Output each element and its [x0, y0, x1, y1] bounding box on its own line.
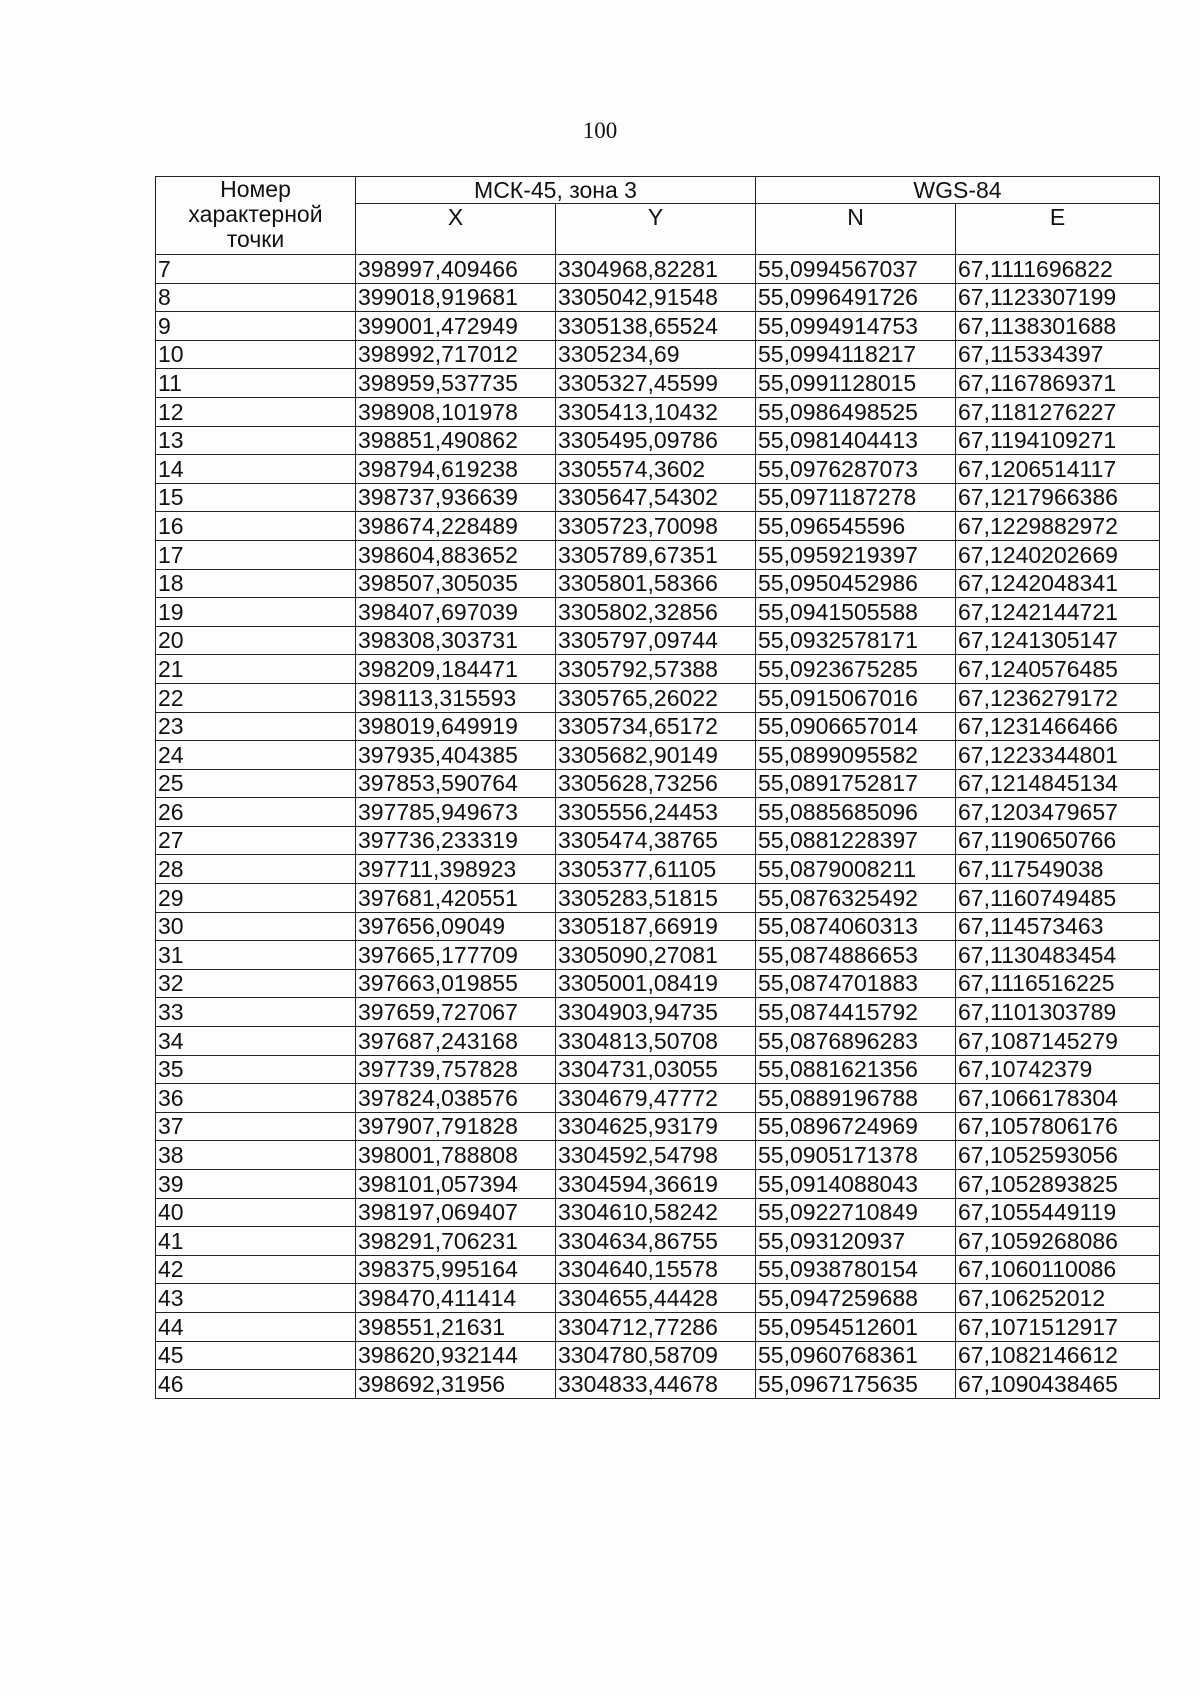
n-cell: 55,0938780154 — [756, 1255, 956, 1284]
point-number-cell: 23 — [156, 712, 356, 741]
point-number-header: Номер характерной точки — [156, 177, 356, 255]
e-cell: 67,10742379 — [956, 1055, 1160, 1084]
x-cell: 398692,31956 — [356, 1370, 556, 1399]
n-cell: 55,0874886653 — [756, 941, 956, 970]
n-cell: 55,0891752817 — [756, 769, 956, 798]
x-cell: 397736,233319 — [356, 826, 556, 855]
table-row — [156, 255, 1160, 284]
n-cell: 55,0874415792 — [756, 998, 956, 1027]
x-cell: 397687,243168 — [356, 1027, 556, 1056]
e-cell: 67,1167869371 — [956, 369, 1160, 398]
point-number-cell: 19 — [156, 598, 356, 627]
x-cell: 397659,727067 — [356, 998, 556, 1027]
y-cell: 3305789,67351 — [556, 540, 756, 569]
x-cell: 397824,038576 — [356, 1084, 556, 1113]
y-cell: 3304731,03055 — [556, 1055, 756, 1084]
e-cell: 67,115334397 — [956, 340, 1160, 369]
point-number-cell: 44 — [156, 1312, 356, 1341]
point-number-cell: 10 — [156, 340, 356, 369]
x-cell: 397785,949673 — [356, 798, 556, 827]
x-cell: 397739,757828 — [356, 1055, 556, 1084]
y-cell: 3305327,45599 — [556, 369, 756, 398]
x-cell: 398908,101978 — [356, 397, 556, 426]
table-row — [156, 626, 1160, 655]
e-cell: 67,1214845134 — [956, 769, 1160, 798]
table-row — [156, 455, 1160, 484]
n-cell: 55,0950452986 — [756, 569, 956, 598]
x-header: X — [356, 204, 556, 255]
table-row — [156, 312, 1160, 341]
n-cell: 55,0881228397 — [756, 826, 956, 855]
wgs-84-header: WGS-84 — [756, 177, 1160, 204]
n-cell: 55,0932578171 — [756, 626, 956, 655]
point-number-cell: 12 — [156, 397, 356, 426]
y-cell: 3305042,91548 — [556, 283, 756, 312]
n-cell: 55,0941505588 — [756, 598, 956, 627]
y-cell: 3304833,44678 — [556, 1370, 756, 1399]
y-cell: 3305574,3602 — [556, 455, 756, 484]
table-row — [156, 1312, 1160, 1341]
y-cell: 3304712,77286 — [556, 1312, 756, 1341]
n-cell: 55,0881621356 — [756, 1055, 956, 1084]
y-cell: 3304634,86755 — [556, 1227, 756, 1256]
y-cell: 3305283,51815 — [556, 884, 756, 913]
y-cell: 3304640,15578 — [556, 1255, 756, 1284]
e-cell: 67,1111696822 — [956, 255, 1160, 284]
point-number-cell: 30 — [156, 912, 356, 941]
e-cell: 67,1087145279 — [956, 1027, 1160, 1056]
x-cell: 399001,472949 — [356, 312, 556, 341]
n-cell: 55,0960768361 — [756, 1341, 956, 1370]
n-cell: 55,0876896283 — [756, 1027, 956, 1056]
e-cell: 67,1090438465 — [956, 1370, 1160, 1399]
table-row — [156, 683, 1160, 712]
table-row — [156, 1370, 1160, 1399]
e-cell: 67,1082146612 — [956, 1341, 1160, 1370]
y-cell: 3305797,09744 — [556, 626, 756, 655]
table-row — [156, 340, 1160, 369]
point-number-cell: 45 — [156, 1341, 356, 1370]
n-cell: 55,0959219397 — [756, 540, 956, 569]
x-cell: 397656,09049 — [356, 912, 556, 941]
x-cell: 398997,409466 — [356, 255, 556, 284]
e-cell: 67,1231466466 — [956, 712, 1160, 741]
point-number-cell: 22 — [156, 683, 356, 712]
y-cell: 3305628,73256 — [556, 769, 756, 798]
table-row — [156, 798, 1160, 827]
n-cell: 55,0906657014 — [756, 712, 956, 741]
n-cell: 55,0971187278 — [756, 483, 956, 512]
y-cell: 3304655,44428 — [556, 1284, 756, 1313]
e-cell: 67,1229882972 — [956, 512, 1160, 541]
e-header: E — [956, 204, 1160, 255]
y-cell: 3304813,50708 — [556, 1027, 756, 1056]
point-number-cell: 15 — [156, 483, 356, 512]
point-number-cell: 24 — [156, 741, 356, 770]
point-number-cell: 38 — [156, 1141, 356, 1170]
e-cell: 67,106252012 — [956, 1284, 1160, 1313]
n-cell: 55,0905171378 — [756, 1141, 956, 1170]
y-cell: 3305765,26022 — [556, 683, 756, 712]
x-cell: 397663,019855 — [356, 969, 556, 998]
table-row — [156, 1027, 1160, 1056]
table-row — [156, 998, 1160, 1027]
e-cell: 67,1203479657 — [956, 798, 1160, 827]
point-number-cell: 27 — [156, 826, 356, 855]
point-number-cell: 25 — [156, 769, 356, 798]
n-cell: 55,0967175635 — [756, 1370, 956, 1399]
table-row — [156, 283, 1160, 312]
e-cell: 67,1206514117 — [956, 455, 1160, 484]
y-cell: 3305556,24453 — [556, 798, 756, 827]
n-cell: 55,0994567037 — [756, 255, 956, 284]
x-cell: 398851,490862 — [356, 426, 556, 455]
table-row — [156, 1198, 1160, 1227]
n-cell: 55,0896724969 — [756, 1112, 956, 1141]
n-cell: 55,0874701883 — [756, 969, 956, 998]
table-row — [156, 941, 1160, 970]
x-cell: 398959,537735 — [356, 369, 556, 398]
table-row — [156, 569, 1160, 598]
point-number-cell: 11 — [156, 369, 356, 398]
table-row — [156, 1084, 1160, 1113]
e-cell: 67,1242048341 — [956, 569, 1160, 598]
msk-45-header: МСК-45, зона 3 — [356, 177, 756, 204]
n-cell: 55,0879008211 — [756, 855, 956, 884]
n-cell: 55,0994914753 — [756, 312, 956, 341]
y-cell: 3305138,65524 — [556, 312, 756, 341]
point-number-cell: 13 — [156, 426, 356, 455]
e-cell: 67,1138301688 — [956, 312, 1160, 341]
table-row — [156, 712, 1160, 741]
x-cell: 398507,305035 — [356, 569, 556, 598]
table-row — [156, 1255, 1160, 1284]
e-cell: 67,1066178304 — [956, 1084, 1160, 1113]
y-cell: 3305723,70098 — [556, 512, 756, 541]
table-row — [156, 769, 1160, 798]
n-cell: 55,0885685096 — [756, 798, 956, 827]
y-cell: 3305734,65172 — [556, 712, 756, 741]
e-cell: 67,1052593056 — [956, 1141, 1160, 1170]
x-cell: 399018,919681 — [356, 283, 556, 312]
n-cell: 55,0996491726 — [756, 283, 956, 312]
table-row — [156, 1141, 1160, 1170]
x-cell: 398470,411414 — [356, 1284, 556, 1313]
y-cell: 3305413,10432 — [556, 397, 756, 426]
e-cell: 67,1240202669 — [956, 540, 1160, 569]
x-cell: 398375,995164 — [356, 1255, 556, 1284]
y-cell: 3305474,38765 — [556, 826, 756, 855]
e-cell: 67,117549038 — [956, 855, 1160, 884]
y-cell: 3304592,54798 — [556, 1141, 756, 1170]
n-cell: 55,0876325492 — [756, 884, 956, 913]
y-header: Y — [556, 204, 756, 255]
table-row — [156, 1284, 1160, 1313]
table-row — [156, 855, 1160, 884]
point-number-cell: 21 — [156, 655, 356, 684]
y-cell: 3305090,27081 — [556, 941, 756, 970]
table-row — [156, 969, 1160, 998]
e-cell: 67,1060110086 — [956, 1255, 1160, 1284]
x-cell: 398197,069407 — [356, 1198, 556, 1227]
n-cell: 55,0976287073 — [756, 455, 956, 484]
x-cell: 398794,619238 — [356, 455, 556, 484]
y-cell: 3305377,61105 — [556, 855, 756, 884]
point-number-cell: 42 — [156, 1255, 356, 1284]
e-cell: 67,1242144721 — [956, 598, 1160, 627]
table-row — [156, 1341, 1160, 1370]
x-cell: 397907,791828 — [356, 1112, 556, 1141]
y-cell: 3304968,82281 — [556, 255, 756, 284]
table-row — [156, 397, 1160, 426]
e-cell: 67,1101303789 — [956, 998, 1160, 1027]
point-number-cell: 31 — [156, 941, 356, 970]
x-cell: 398019,649919 — [356, 712, 556, 741]
point-number-cell: 32 — [156, 969, 356, 998]
point-number-cell: 36 — [156, 1084, 356, 1113]
x-cell: 398737,936639 — [356, 483, 556, 512]
x-cell: 398001,788808 — [356, 1141, 556, 1170]
n-cell: 55,0922710849 — [756, 1198, 956, 1227]
y-cell: 3304903,94735 — [556, 998, 756, 1027]
n-cell: 55,0954512601 — [756, 1312, 956, 1341]
point-number-cell: 43 — [156, 1284, 356, 1313]
n-cell: 55,0914088043 — [756, 1170, 956, 1199]
e-cell: 67,1130483454 — [956, 941, 1160, 970]
e-cell: 67,1160749485 — [956, 884, 1160, 913]
e-cell: 67,1194109271 — [956, 426, 1160, 455]
table-row — [156, 1170, 1160, 1199]
point-number-cell: 26 — [156, 798, 356, 827]
table-row — [156, 1227, 1160, 1256]
coordinates-table — [155, 176, 1160, 1399]
x-cell: 398291,706231 — [356, 1227, 556, 1256]
table-row — [156, 912, 1160, 941]
n-cell: 55,096545596 — [756, 512, 956, 541]
point-number-cell: 46 — [156, 1370, 356, 1399]
y-cell: 3305682,90149 — [556, 741, 756, 770]
point-number-cell: 39 — [156, 1170, 356, 1199]
e-cell: 67,1116516225 — [956, 969, 1160, 998]
y-cell: 3304594,36619 — [556, 1170, 756, 1199]
e-cell: 67,1059268086 — [956, 1227, 1160, 1256]
y-cell: 3305802,32856 — [556, 598, 756, 627]
y-cell: 3305801,58366 — [556, 569, 756, 598]
e-cell: 67,1190650766 — [956, 826, 1160, 855]
y-cell: 3305495,09786 — [556, 426, 756, 455]
point-number-cell: 29 — [156, 884, 356, 913]
n-cell: 55,0991128015 — [756, 369, 956, 398]
n-header: N — [756, 204, 956, 255]
page-number: 100 — [582, 118, 618, 143]
x-cell: 397853,590764 — [356, 769, 556, 798]
point-number-cell: 18 — [156, 569, 356, 598]
e-cell: 67,1071512917 — [956, 1312, 1160, 1341]
table-row — [156, 1112, 1160, 1141]
e-cell: 67,1223344801 — [956, 741, 1160, 770]
point-number-cell: 8 — [156, 283, 356, 312]
table-row — [156, 369, 1160, 398]
point-number-cell: 33 — [156, 998, 356, 1027]
x-cell: 398209,184471 — [356, 655, 556, 684]
n-cell: 55,093120937 — [756, 1227, 956, 1256]
e-cell: 67,1055449119 — [956, 1198, 1160, 1227]
e-cell: 67,1052893825 — [956, 1170, 1160, 1199]
table-row — [156, 884, 1160, 913]
table-row — [156, 1055, 1160, 1084]
n-cell: 55,0981404413 — [756, 426, 956, 455]
n-cell: 55,0923675285 — [756, 655, 956, 684]
x-cell: 398101,057394 — [356, 1170, 556, 1199]
e-cell: 67,1236279172 — [956, 683, 1160, 712]
n-cell: 55,0986498525 — [756, 397, 956, 426]
e-cell: 67,114573463 — [956, 912, 1160, 941]
table-row — [156, 598, 1160, 627]
point-number-cell: 9 — [156, 312, 356, 341]
table-row — [156, 512, 1160, 541]
point-number-cell: 28 — [156, 855, 356, 884]
point-number-cell: 40 — [156, 1198, 356, 1227]
x-cell: 398407,697039 — [356, 598, 556, 627]
x-cell: 398604,883652 — [356, 540, 556, 569]
e-cell: 67,1057806176 — [956, 1112, 1160, 1141]
n-cell: 55,0915067016 — [756, 683, 956, 712]
point-number-cell: 14 — [156, 455, 356, 484]
y-cell: 3305187,66919 — [556, 912, 756, 941]
point-number-cell: 34 — [156, 1027, 356, 1056]
e-cell: 67,1217966386 — [956, 483, 1160, 512]
y-cell: 3304679,47772 — [556, 1084, 756, 1113]
x-cell: 397665,177709 — [356, 941, 556, 970]
e-cell: 67,1181276227 — [956, 397, 1160, 426]
table-row — [156, 426, 1160, 455]
e-cell: 67,1123307199 — [956, 283, 1160, 312]
table-row — [156, 655, 1160, 684]
x-cell: 398308,303731 — [356, 626, 556, 655]
n-cell: 55,0874060313 — [756, 912, 956, 941]
point-number-cell: 17 — [156, 540, 356, 569]
point-number-cell: 41 — [156, 1227, 356, 1256]
y-cell: 3304610,58242 — [556, 1198, 756, 1227]
y-cell: 3304625,93179 — [556, 1112, 756, 1141]
y-cell: 3304780,58709 — [556, 1341, 756, 1370]
point-number-cell: 16 — [156, 512, 356, 541]
n-cell: 55,0994118217 — [756, 340, 956, 369]
x-cell: 398992,717012 — [356, 340, 556, 369]
x-cell: 398620,932144 — [356, 1341, 556, 1370]
x-cell: 397681,420551 — [356, 884, 556, 913]
table-row — [156, 540, 1160, 569]
n-cell: 55,0947259688 — [756, 1284, 956, 1313]
x-cell: 398113,315593 — [356, 683, 556, 712]
table-header — [156, 177, 1160, 255]
x-cell: 397935,404385 — [356, 741, 556, 770]
x-cell: 398674,228489 — [356, 512, 556, 541]
e-cell: 67,1240576485 — [956, 655, 1160, 684]
n-cell: 55,0889196788 — [756, 1084, 956, 1113]
table-body — [156, 255, 1160, 1399]
point-number-cell: 35 — [156, 1055, 356, 1084]
point-number-cell: 7 — [156, 255, 356, 284]
e-cell: 67,1241305147 — [956, 626, 1160, 655]
x-cell: 397711,398923 — [356, 855, 556, 884]
point-number-cell: 37 — [156, 1112, 356, 1141]
y-cell: 3305001,08419 — [556, 969, 756, 998]
y-cell: 3305792,57388 — [556, 655, 756, 684]
y-cell: 3305234,69 — [556, 340, 756, 369]
point-number-cell: 20 — [156, 626, 356, 655]
table-row — [156, 826, 1160, 855]
table-row — [156, 483, 1160, 512]
table-row — [156, 741, 1160, 770]
x-cell: 398551,21631 — [356, 1312, 556, 1341]
n-cell: 55,0899095582 — [756, 741, 956, 770]
y-cell: 3305647,54302 — [556, 483, 756, 512]
